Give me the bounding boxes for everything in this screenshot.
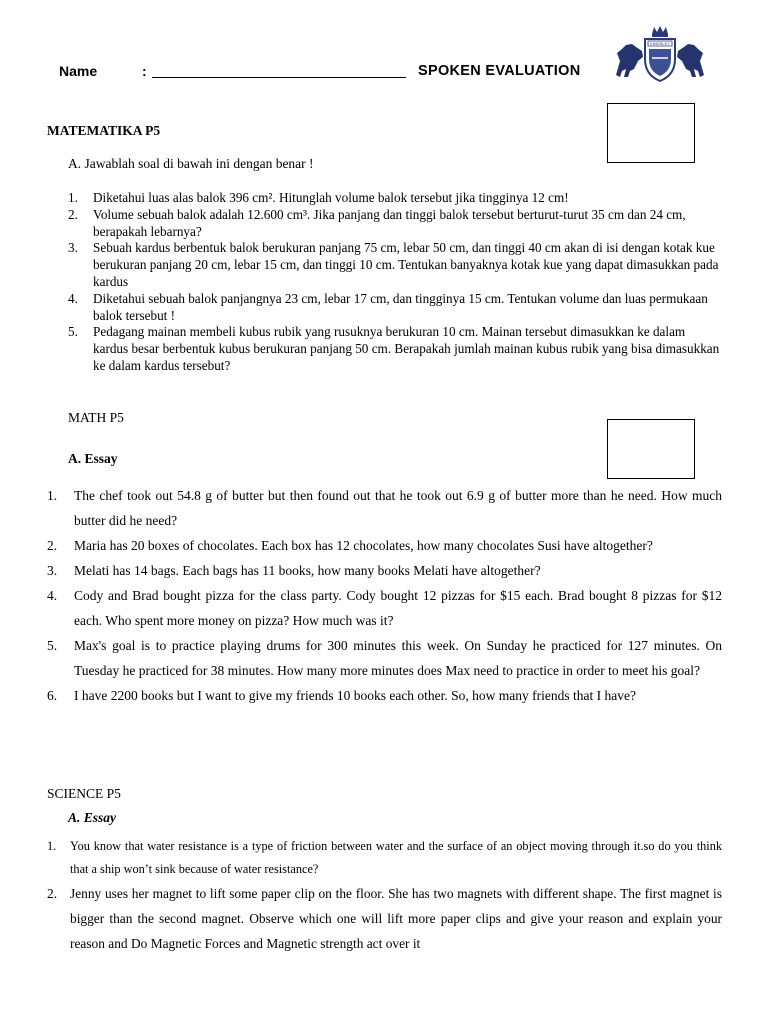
- section-title-math: MATH P5: [68, 410, 124, 425]
- item-number: 1.: [47, 839, 57, 853]
- list-item: [47, 483, 722, 533]
- page-title: SPOKEN EVALUATION: [418, 63, 581, 79]
- item-number: 1.: [47, 488, 58, 503]
- list-item: [47, 683, 722, 708]
- name-label: Name: [59, 63, 98, 79]
- item-number: 2.: [47, 538, 58, 553]
- item-number: 5.: [68, 324, 78, 340]
- score-box-matematika: [607, 103, 695, 163]
- math-question-list: [47, 483, 722, 708]
- section-title-matematika: MATEMATIKA P5: [47, 123, 161, 138]
- list-item: [68, 240, 723, 290]
- list-item: [47, 633, 722, 683]
- svg-text:KINGSLEY: KINGSLEY: [649, 41, 671, 47]
- list-item: [47, 533, 722, 558]
- score-box-math: [607, 419, 695, 479]
- section-title-science: SCIENCE P5: [47, 786, 121, 801]
- list-item: [68, 291, 723, 325]
- item-text: Jenny uses her magnet to lift some paper clip on the floor. She has two magnets with different shape. The first magnet is bigger than the second magnet. Observe which one will lift more paper clips and give your reason and explain your reason and Do Magnetic Forces and Magnetic strength act over it: [70, 886, 722, 951]
- name-blank-line: [152, 77, 406, 78]
- school-logo: [612, 25, 708, 85]
- name-colon: :: [142, 63, 147, 79]
- item-text: Volume sebuah balok adalah 12.600 cm³. Jika panjang dan tinggi balok tersebut berturut-turut 35 cm dan 24 cm, berapakah lebarnya?: [93, 206, 686, 239]
- item-number: 5.: [47, 638, 58, 653]
- item-text: Diketahui luas alas balok 396 cm². Hitunglah volume balok tersebut jika tingginya 12 cm!: [93, 190, 569, 205]
- list-item: [47, 835, 722, 881]
- math-subtitle: A. Essay: [68, 451, 118, 466]
- science-subtitle: A. Essay: [68, 810, 117, 825]
- matematika-instruction: A. Jawablah soal di bawah ini dengan benar !: [68, 156, 314, 171]
- item-text: The chef took out 54.8 g of butter but then found out that he took out 6.9 g of butter more than he need. How much butter did he need?: [74, 488, 722, 528]
- list-item: [47, 881, 722, 956]
- list-item: [68, 207, 723, 241]
- item-number: 3.: [47, 563, 58, 578]
- science-question-list: [47, 835, 722, 956]
- item-text: You know that water resistance is a type of friction between water and the surface of an object moving through it.so do you think that a ship won’t sink because of water resistance?: [70, 839, 722, 876]
- item-number: 1.: [68, 190, 78, 205]
- item-text: Melati has 14 bags. Each bags has 11 books, how many books Melati have altogether?: [74, 563, 541, 578]
- list-item: [47, 558, 722, 583]
- matematika-question-list: [68, 190, 723, 375]
- item-text: Pedagang mainan membeli kubus rubik yang rusuknya berukuran 10 cm. Mainan tersebut dimasukkan ke dalam kardus besar berbentuk kubus berukuran panjang 50 cm. Berapakah jumlah mainan kubus rubik yang bisa dimasukkan ke dalam kardus tersebut?: [93, 324, 720, 373]
- item-number: 4.: [68, 290, 78, 306]
- item-number: 4.: [47, 588, 58, 603]
- item-number: 2.: [68, 206, 78, 222]
- item-text: Cody and Brad bought pizza for the class party. Cody bought 12 pizzas for $15 each. Brad bought 8 pizzas for $12 each. Who spent more money on pizza? How much was it?: [74, 588, 722, 628]
- item-text: Maria has 20 boxes of chocolates. Each box has 12 chocolates, how many chocolates Susi have altogether?: [74, 538, 653, 553]
- list-item: [68, 324, 723, 374]
- item-text: Max's goal is to practice playing drums for 300 minutes this week. On Sunday he practiced for 127 minutes. On Tuesday he practiced for 38 minutes. How many more minutes does Max need to practice in order to meet his goal?: [74, 638, 722, 678]
- list-item: [47, 583, 722, 633]
- item-text: Sebuah kardus berbentuk balok berukuran panjang 75 cm, lebar 50 cm, dan tinggi 40 cm akan di isi dengan kotak kue berukuran panjang 20 cm, lebar 15 cm, dan tinggi 10 cm. Tentukan banyaknya kotak kue yang dapat dimasukkan pada kardus: [93, 240, 719, 289]
- item-number: 3.: [68, 240, 78, 256]
- list-item: [68, 190, 723, 207]
- item-number: 2.: [47, 886, 58, 901]
- item-text: Diketahui sebuah balok panjangnya 23 cm, lebar 17 cm, dan tingginya 15 cm. Tentukan volume dan luas permukaan balok tersebut !: [93, 290, 708, 323]
- item-number: 6.: [47, 688, 58, 703]
- item-text: I have 2200 books but I want to give my friends 10 books each other. So, how many friends that I have?: [74, 688, 637, 703]
